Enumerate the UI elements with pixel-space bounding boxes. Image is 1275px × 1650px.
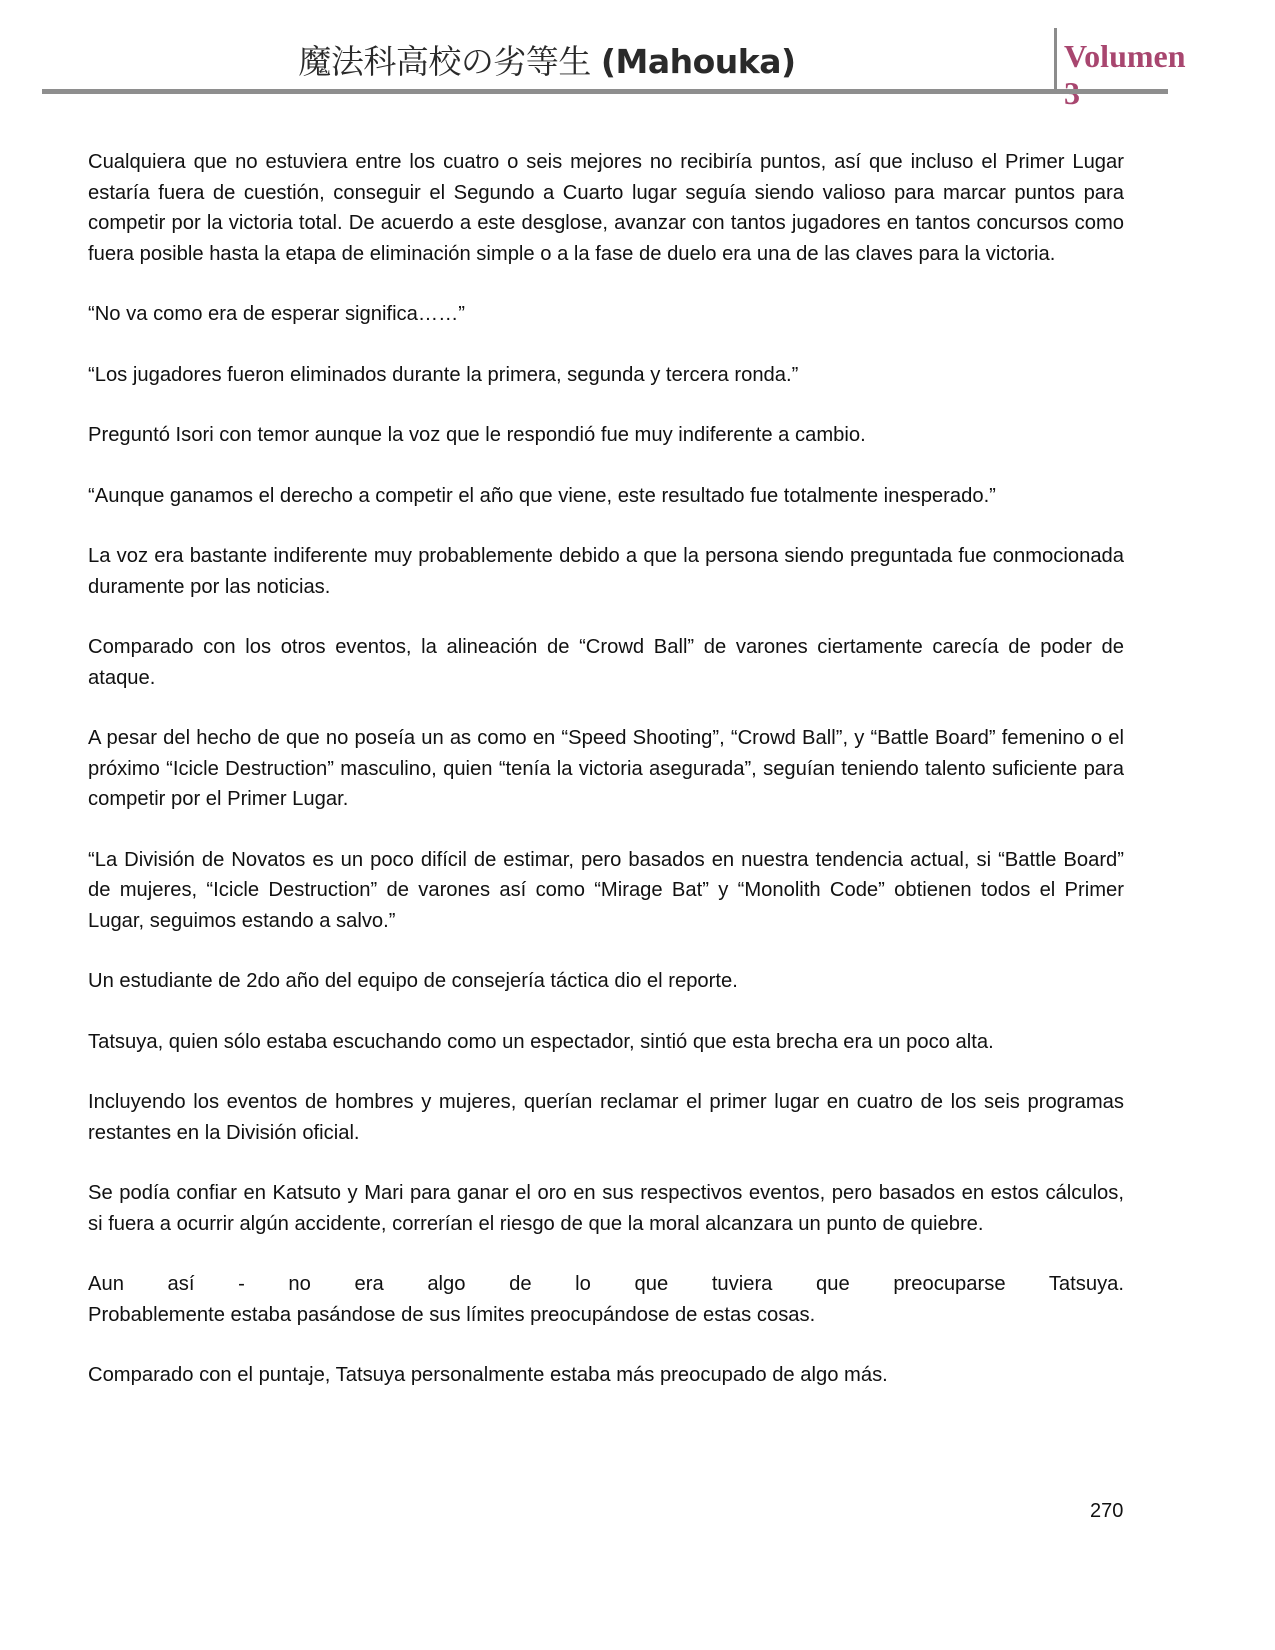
paragraph: Aun así - no era algo de lo que tuviera que preocuparse Tatsuya.	[88, 1273, 1124, 1295]
header-title-jp: 魔法科高校の劣等生	[298, 42, 591, 81]
page-body	[88, 147, 1124, 1421]
paragraph: Un estudiante de 2do año del equipo de consejería táctica dio el reporte.	[88, 970, 738, 992]
header-divider	[1054, 28, 1057, 90]
header-title-en: (Mahouka)	[600, 42, 796, 81]
paragraph: “La División de Novatos es un poco difícil de estimar, pero basados en nuestra tendencia actual, si “Battle Board” de mujeres, “Icicle Destruction” de varones así como “Mirage Bat” y “Monolith Code” obtienen todos el Primer Lugar, seguimos estando a salvo.”	[88, 848, 1124, 932]
volume-label: Volumen	[1064, 38, 1186, 74]
paragraph: Comparado con el puntaje, Tatsuya personalmente estaba más preocupado de algo más.	[88, 1364, 888, 1386]
header-rule	[42, 89, 1168, 94]
header-title	[42, 36, 1052, 83]
paragraph: “Aunque ganamos el derecho a competir el año que viene, este resultado fue totalmente inesperado.”	[88, 484, 996, 507]
page-number: 270	[1090, 1500, 1124, 1522]
paragraph: Preguntó Isori con temor aunque la voz que le respondió fue muy indiferente a cambio.	[88, 424, 866, 446]
paragraph: Cualquiera que no estuviera entre los cuatro o seis mejores no recibiría puntos, así que incluso el Primer Lugar estaría fuera de cuestión, conseguir el Segundo a Cuarto lugar seguía siendo valioso para marcar puntos para competir por la victoria total. De acuerdo a este desglose, avanzar con tantos jugadores en tantos concursos como fuera posible hasta la etapa de eliminación simple o a la fase de duelo era una de las claves para la victoria.	[88, 151, 1124, 265]
paragraph: Incluyendo los eventos de hombres y mujeres, querían reclamar el primer lugar en cuatro de los seis programas restantes en la División oficial.	[88, 1091, 1124, 1144]
paragraph: “Los jugadores fueron eliminados durante la primera, segunda y tercera ronda.”	[88, 363, 799, 386]
paragraph: La voz era bastante indiferente muy probablemente debido a que la persona siendo preguntada fue conmocionada duramente por las noticias.	[88, 545, 1124, 598]
page-header	[42, 28, 1186, 90]
paragraph: Probablemente estaba pasándose de sus límites preocupándose de estas cosas.	[88, 1303, 816, 1326]
paragraph: Comparado con los otros eventos, la alineación de “Crowd Ball” de varones ciertamente carecía de poder de ataque.	[88, 636, 1124, 689]
paragraph: “No va como era de esperar significa……”	[88, 303, 465, 325]
paragraph: Se podía confiar en Katsuto y Mari para ganar el oro en sus respectivos eventos, pero basados en estos cálculos, si fuera a ocurrir algún accidente, correrían el riesgo de que la moral alcanzara un punto de quiebre.	[88, 1182, 1124, 1235]
paragraph: A pesar del hecho de que no poseía un as como en “Speed Shooting”, “Crowd Ball”, y “Battle Board” femenino o el próximo “Icicle Destruction” masculino, quien “tenía la victoria asegurada”, seguían teniendo talento suficiente para competir por el Primer Lugar.	[88, 727, 1124, 810]
paragraph: Tatsuya, quien sólo estaba escuchando como un espectador, sintió que esta brecha era un poco alta.	[88, 1030, 994, 1053]
